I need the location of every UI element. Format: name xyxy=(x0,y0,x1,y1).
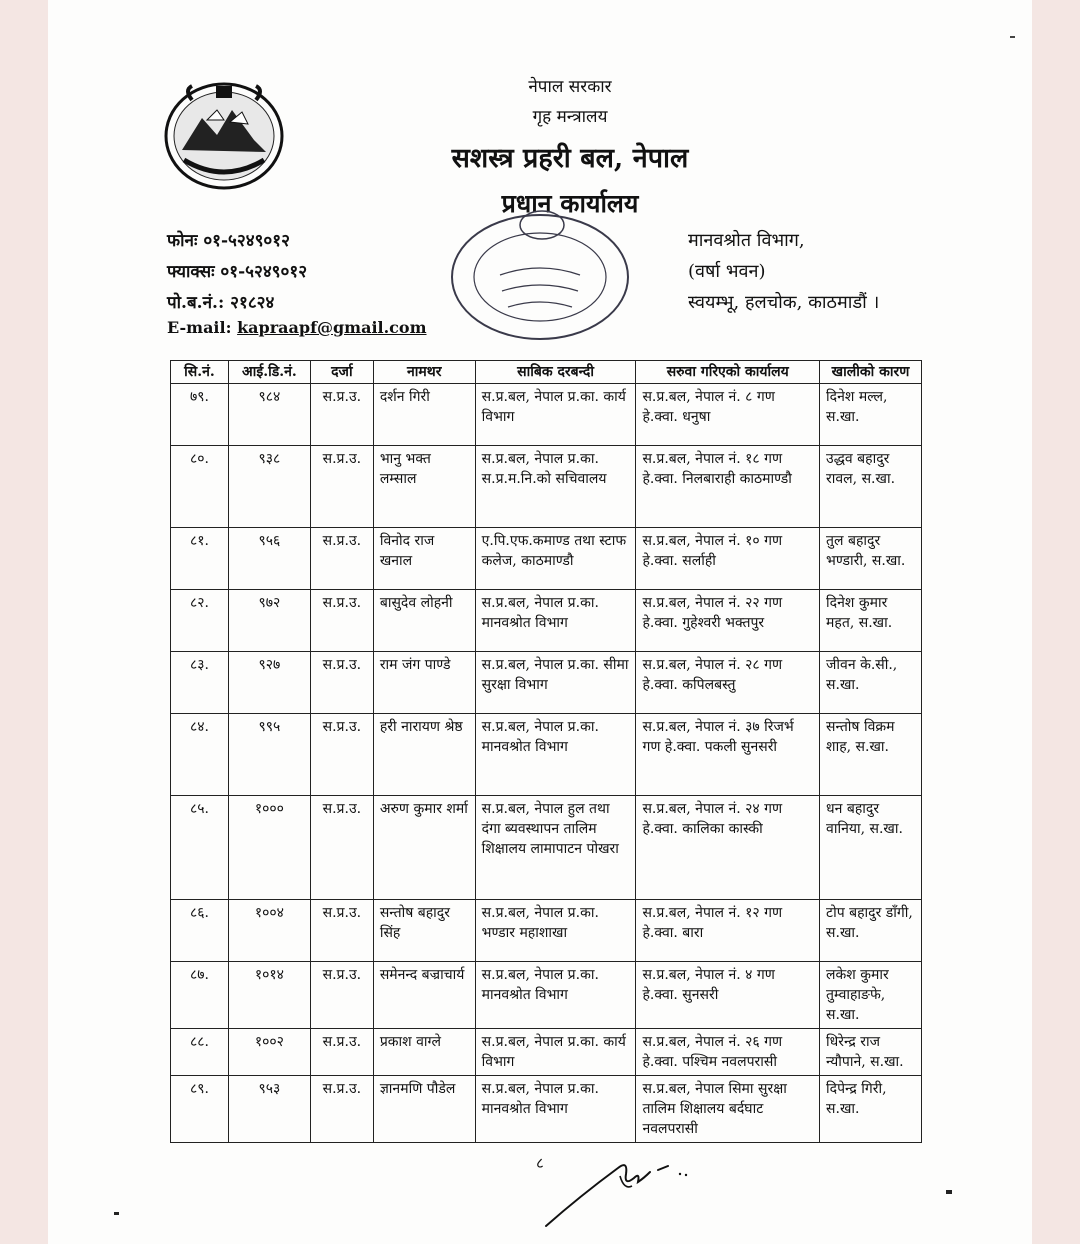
email-label: E-mail: xyxy=(167,318,232,337)
cell-transfer-office: स.प्र.बल, नेपाल नं. २६ गण हे.क्वा. पश्चिम नवलपरासी xyxy=(636,1029,820,1076)
table-row xyxy=(171,384,922,446)
cell-vacancy-reason: तुल बहादुर भण्डारी, स.खा. xyxy=(820,528,922,590)
table-header-row xyxy=(171,361,922,384)
cell-vacancy-reason: धिरेन्द्र राज न्यौपाने, स.खा. xyxy=(820,1029,922,1076)
cell-id: १००४ xyxy=(228,900,310,962)
cell-id: ९७२ xyxy=(228,590,310,652)
cell-name: दर्शन गिरी xyxy=(373,384,475,446)
cell-rank: स.प्र.उ. xyxy=(310,652,373,714)
table-row xyxy=(171,652,922,714)
cell-previous-post: स.प्र.बल, नेपाल प्र.का. मानवश्रोत विभाग xyxy=(475,1076,636,1143)
cell-sn: ८९. xyxy=(171,1076,229,1143)
cell-transfer-office: स.प्र.बल, नेपाल नं. १० गण हे.क्वा. सर्लाही xyxy=(636,528,820,590)
cell-previous-post: स.प्र.बल, नेपाल प्र.का. मानवश्रोत विभाग xyxy=(475,590,636,652)
pobox-line xyxy=(167,290,274,313)
cell-previous-post: स.प्र.बल, नेपाल प्र.का. मानवश्रोत विभाग xyxy=(475,962,636,1029)
cell-id: ९५६ xyxy=(228,528,310,590)
col-header-name: नामथर xyxy=(373,361,475,384)
cell-rank: स.प्र.उ. xyxy=(310,900,373,962)
cell-sn: ८१. xyxy=(171,528,229,590)
cell-previous-post: स.प्र.बल, नेपाल प्र.का. कार्य विभाग xyxy=(475,1029,636,1076)
cell-transfer-office: स.प्र.बल, नेपाल नं. २८ गण हे.क्वा. कपिलबस्तु xyxy=(636,652,820,714)
table-row xyxy=(171,528,922,590)
cell-sn: ८८. xyxy=(171,1029,229,1076)
ministry-name: गृह मन्त्रालय xyxy=(532,107,608,127)
cell-previous-post: स.प्र.बल, नेपाल प्र.का. सीमा सुरक्षा विभाग xyxy=(475,652,636,714)
cell-vacancy-reason: दिनेश कुमार महत, स.खा. xyxy=(820,590,922,652)
cell-sn: ८२. xyxy=(171,590,229,652)
cell-vacancy-reason: धन बहादुर वानिया, स.खा. xyxy=(820,796,922,900)
cell-sn: ८४. xyxy=(171,714,229,796)
table-row xyxy=(171,590,922,652)
cell-previous-post: स.प्र.बल, नेपाल प्र.का. स.प्र.म.नि.को सचिवालय xyxy=(475,446,636,528)
department-name: मानवश्रोत विभाग, xyxy=(688,230,805,251)
cell-transfer-office: स.प्र.बल, नेपाल नं. ८ गण हे.क्वा. धनुषा xyxy=(636,384,820,446)
cell-id: १०१४ xyxy=(228,962,310,1029)
cell-previous-post: स.प्र.बल, नेपाल प्र.का. भण्डार महाशाखा xyxy=(475,900,636,962)
cell-vacancy-reason: लकेश कुमार तुम्वाहाङफे, स.खा. xyxy=(820,962,922,1029)
cell-vacancy-reason: दिनेश मल्ल, स.खा. xyxy=(820,384,922,446)
cell-transfer-office: स.प्र.बल, नेपाल नं. २२ गण हे.क्वा. गुहेश्वरी भक्तपुर xyxy=(636,590,820,652)
cell-previous-post: स.प्र.बल, नेपाल प्र.का. कार्य विभाग xyxy=(475,384,636,446)
scan-speck xyxy=(114,1212,119,1215)
cell-name: हरी नारायण श्रेष्ठ xyxy=(373,714,475,796)
pobox-number: २१८२४ xyxy=(230,293,275,313)
table-row xyxy=(171,900,922,962)
transfer-table xyxy=(170,360,922,1143)
cell-id: ९९५ xyxy=(228,714,310,796)
cell-sn: ८५. xyxy=(171,796,229,900)
cell-name: बासुदेव लोहनी xyxy=(373,590,475,652)
cell-id: १००० xyxy=(228,796,310,900)
col-header-rank: दर्जा xyxy=(310,361,373,384)
scan-speck xyxy=(1010,36,1015,38)
cell-transfer-office: स.प्र.बल, नेपाल सिमा सुरक्षा तालिम शिक्षालय बर्दघाट नवलपरासी xyxy=(636,1076,820,1143)
cell-vacancy-reason: जीवन के.सी., स.खा. xyxy=(820,652,922,714)
table-row xyxy=(171,796,922,900)
fax-label: फ्याक्सः xyxy=(167,262,215,282)
location-address: स्वयम्भू, हलचोक, काठमाडौं । xyxy=(688,292,880,313)
cell-name: भानु भक्त लम्साल xyxy=(373,446,475,528)
cell-transfer-office: स.प्र.बल, नेपाल नं. १२ गण हे.क्वा. बारा xyxy=(636,900,820,962)
cell-id: ९२७ xyxy=(228,652,310,714)
email-line xyxy=(167,318,427,337)
col-header-previous-post: साबिक दरबन्दी xyxy=(475,361,636,384)
cell-id: ९३८ xyxy=(228,446,310,528)
cell-vacancy-reason: सन्तोष विक्रम शाह, स.खा. xyxy=(820,714,922,796)
col-header-vacancy-reason: खालीको कारण xyxy=(820,361,922,384)
cell-rank: स.प्र.उ. xyxy=(310,384,373,446)
cell-rank: स.प्र.उ. xyxy=(310,962,373,1029)
cell-rank: स.प्र.उ. xyxy=(310,528,373,590)
phone-line xyxy=(167,228,290,251)
cell-id: १००२ xyxy=(228,1029,310,1076)
cell-transfer-office: स.प्र.बल, नेपाल नं. ३७ रिजर्भ गण हे.क्वा. पकली सुनसरी xyxy=(636,714,820,796)
cell-rank: स.प्र.उ. xyxy=(310,796,373,900)
page-number: ८ xyxy=(536,1154,544,1172)
cell-name: ज्ञानमणि पौडेल xyxy=(373,1076,475,1143)
cell-name: समेनन्द बज्राचार्य xyxy=(373,962,475,1029)
phone-label: फोनः xyxy=(167,231,198,251)
phone-number: ०१-५२४९०१२ xyxy=(203,231,290,251)
cell-rank: स.प्र.उ. xyxy=(310,446,373,528)
table-row xyxy=(171,1029,922,1076)
govt-name: नेपाल सरकार xyxy=(528,77,612,97)
cell-sn: ८७. xyxy=(171,962,229,1029)
cell-sn: ७९. xyxy=(171,384,229,446)
cell-rank: स.प्र.उ. xyxy=(310,714,373,796)
fax-number: ०१-५२४९०१२ xyxy=(220,262,308,282)
table-row xyxy=(171,962,922,1029)
cell-sn: ८३. xyxy=(171,652,229,714)
cell-vacancy-reason: उद्धव बहादुर रावल, स.खा. xyxy=(820,446,922,528)
col-header-id: आई.डि.नं. xyxy=(228,361,310,384)
cell-previous-post: ए.पि.एफ.कमाण्ड तथा स्टाफ कलेज, काठमाण्डौ xyxy=(475,528,636,590)
nepal-emblem-icon xyxy=(162,80,286,192)
scan-speck xyxy=(946,1190,952,1194)
cell-sn: ८०. xyxy=(171,446,229,528)
organization-name: सशस्त्र प्रहरी बल, नेपाल xyxy=(451,143,689,174)
office-stamp-icon xyxy=(440,205,635,345)
col-header-transfer-office: सरुवा गरिएको कार्यालय xyxy=(636,361,820,384)
cell-previous-post: स.प्र.बल, नेपाल प्र.का. मानवश्रोत विभाग xyxy=(475,714,636,796)
cell-name: प्रकाश वाग्ले xyxy=(373,1029,475,1076)
cell-rank: स.प्र.उ. xyxy=(310,1076,373,1143)
pobox-label: पो.ब.नं.: xyxy=(167,293,225,313)
cell-transfer-office: स.प्र.बल, नेपाल नं. १८ गण हे.क्वा. निलबाराही काठमाण्डौ xyxy=(636,446,820,528)
cell-id: ९५३ xyxy=(228,1076,310,1143)
cell-rank: स.प्र.उ. xyxy=(310,590,373,652)
building-name: (वर्षा भवन) xyxy=(688,261,766,282)
cell-transfer-office: स.प्र.बल, नेपाल नं. २४ गण हे.क्वा. कालिका कास्की xyxy=(636,796,820,900)
cell-vacancy-reason: टोप बहादुर डाँगी, स.खा. xyxy=(820,900,922,962)
cell-sn: ८६. xyxy=(171,900,229,962)
cell-name: विनोद राज खनाल xyxy=(373,528,475,590)
office-name: प्रधान कार्यालय xyxy=(501,189,639,218)
cell-name: राम जंग पाण्डे xyxy=(373,652,475,714)
email-link[interactable]: kapraapf@gmail.com xyxy=(237,318,427,337)
cell-id: ९८४ xyxy=(228,384,310,446)
cell-transfer-office: स.प्र.बल, नेपाल नं. ४ गण हे.क्वा. सुनसरी xyxy=(636,962,820,1029)
table-row xyxy=(171,714,922,796)
cell-name: अरुण कुमार शर्मा xyxy=(373,796,475,900)
fax-line xyxy=(167,259,307,282)
table-row xyxy=(171,446,922,528)
cell-previous-post: स.प्र.बल, नेपाल हुल तथा दंगा ब्यवस्थापन तालिम शिक्षालय लामापाटन पोखरा xyxy=(475,796,636,900)
cell-rank: स.प्र.उ. xyxy=(310,1029,373,1076)
table-row xyxy=(171,1076,922,1143)
cell-name: सन्तोष बहादुर सिंह xyxy=(373,900,475,962)
signature-icon xyxy=(540,1148,710,1230)
cell-vacancy-reason: दिपेन्द्र गिरी, स.खा. xyxy=(820,1076,922,1143)
col-header-sn: सि.नं. xyxy=(171,361,229,384)
